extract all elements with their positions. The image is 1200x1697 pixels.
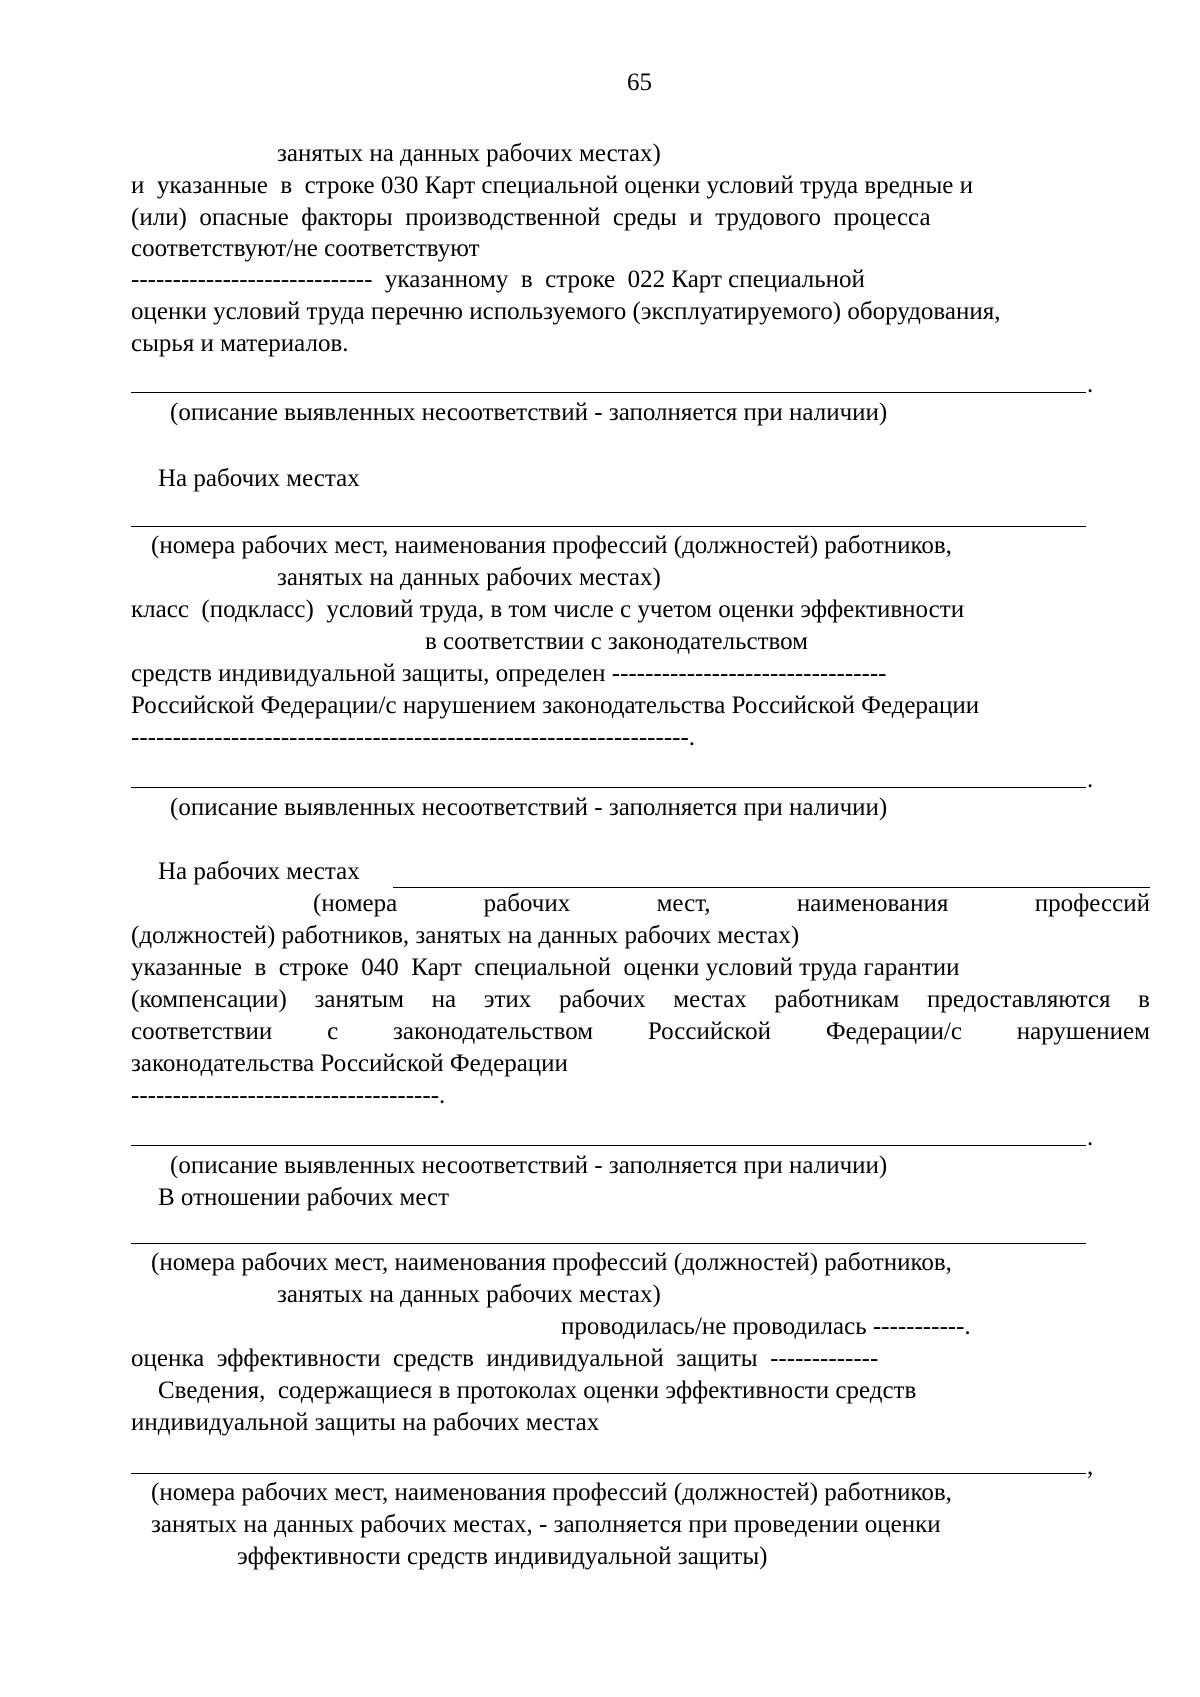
text-line: класс (подкласс) условий труда, в том числе с учетом оценки эффективности xyxy=(131,596,965,623)
fill-in-line xyxy=(393,887,1150,888)
fill-in-line xyxy=(131,1243,1086,1244)
caption-word: (номера xyxy=(313,890,398,917)
page-number: 65 xyxy=(627,69,652,96)
fill-in-line xyxy=(131,392,1086,393)
line-end-comma: , xyxy=(1087,1453,1094,1480)
text-line: и указанные в строке 030 Карт специальной оценки условий труда вредные и xyxy=(131,172,974,199)
word: занятым xyxy=(314,986,404,1013)
text-line: законодательства Российской Федерации xyxy=(131,1050,568,1077)
word: в xyxy=(1138,986,1150,1013)
fill-in-line xyxy=(131,526,1086,527)
word: на xyxy=(431,986,457,1013)
text-line-justified xyxy=(131,985,1150,1015)
section-lead: На рабочих местах xyxy=(158,465,360,492)
line-end-dot: . xyxy=(1087,1124,1094,1151)
text-line: средств индивидуальной защиты, определен --------------------------------- xyxy=(131,660,887,687)
field-caption: (номера рабочих мест, наименования профессий (должностей) работников, xyxy=(151,1249,952,1276)
field-caption: (номера рабочих мест, наименования профессий (должностей) работников, xyxy=(151,1479,952,1506)
fill-in-line xyxy=(131,787,1086,788)
caption-word: профессий xyxy=(1034,890,1150,917)
field-caption: (номера рабочих мест, наименования профессий (должностей) работников, xyxy=(151,532,952,559)
text-line: -------------------------------------. xyxy=(131,1082,446,1109)
section-lead: В отношении рабочих мест xyxy=(158,1184,450,1211)
text-line: ----------------------------- указанному в строке 022 Карт специальной xyxy=(131,266,865,293)
line-end-dot: . xyxy=(1087,766,1094,793)
word: этих xyxy=(483,986,532,1013)
text-line: соответствуют/не соответствуют xyxy=(131,235,480,262)
field-caption: (должностей) работников, занятых на данных рабочих местах) xyxy=(131,922,800,949)
text-line-justified xyxy=(131,1017,1150,1047)
text-line: сырья и материалов. xyxy=(131,330,349,357)
section-lead: На рабочих местах xyxy=(158,858,360,885)
text-line: Сведения, содержащиеся в протоколах оценки эффективности средств xyxy=(158,1377,917,1404)
line-end-dot: . xyxy=(1087,371,1094,398)
word: местах xyxy=(673,986,747,1013)
word: рабочих xyxy=(558,986,646,1013)
text-line: Российской Федерации/с нарушением законодательства Российской Федерации xyxy=(131,692,980,719)
word: (компенсации) xyxy=(131,986,287,1013)
word: Российской xyxy=(647,1018,772,1045)
field-caption: (описание выявленных несоответствий - заполняется при наличии) xyxy=(170,399,888,426)
text-line: индивидуальной защиты на рабочих местах xyxy=(131,1409,600,1436)
word: законодательством xyxy=(392,1018,594,1045)
word: нарушением xyxy=(1016,1018,1150,1045)
field-caption-justified xyxy=(313,889,1150,919)
text-line: оценка эффективности средств индивидуальной защиты ------------- xyxy=(131,1345,879,1372)
word: работникам xyxy=(774,986,900,1013)
fill-in-line xyxy=(131,1473,1086,1474)
caption-word: мест, xyxy=(656,890,711,917)
text-line: в соответствии с законодательством xyxy=(425,628,808,655)
field-caption: (описание выявленных несоответствий - заполняется при наличии) xyxy=(170,794,888,821)
text-line: оценки условий труда перечню используемого (эксплуатируемого) оборудования, xyxy=(131,298,1001,325)
field-caption: (описание выявленных несоответствий - заполняется при наличии) xyxy=(170,1152,888,1179)
text-line: (или) опасные факторы производственной среды и трудового процесса xyxy=(131,204,931,231)
field-caption: занятых на данных рабочих местах) xyxy=(277,1281,661,1308)
text-line: -------------------------------------------------------------------. xyxy=(131,724,696,751)
field-caption: эффективности средств индивидуальной защиты) xyxy=(237,1543,768,1570)
caption-word: наименования xyxy=(796,890,949,917)
field-caption: занятых на данных рабочих местах, - заполняется при проведении оценки xyxy=(151,1511,941,1538)
caption-word: рабочих xyxy=(483,890,571,917)
fill-in-line xyxy=(131,1145,1086,1146)
word: предоставляются xyxy=(926,986,1111,1013)
text-line: проводилась/не проводилась -----------. xyxy=(561,1313,971,1340)
word: соответствии xyxy=(131,1018,273,1045)
word: Федерации/с xyxy=(825,1018,962,1045)
word: с xyxy=(327,1018,339,1045)
text-line: занятых на данных рабочих местах) xyxy=(277,140,661,167)
field-caption: занятых на данных рабочих местах) xyxy=(277,564,661,591)
text-line: указанные в строке 040 Карт специальной оценки условий труда гарантии xyxy=(131,954,960,981)
